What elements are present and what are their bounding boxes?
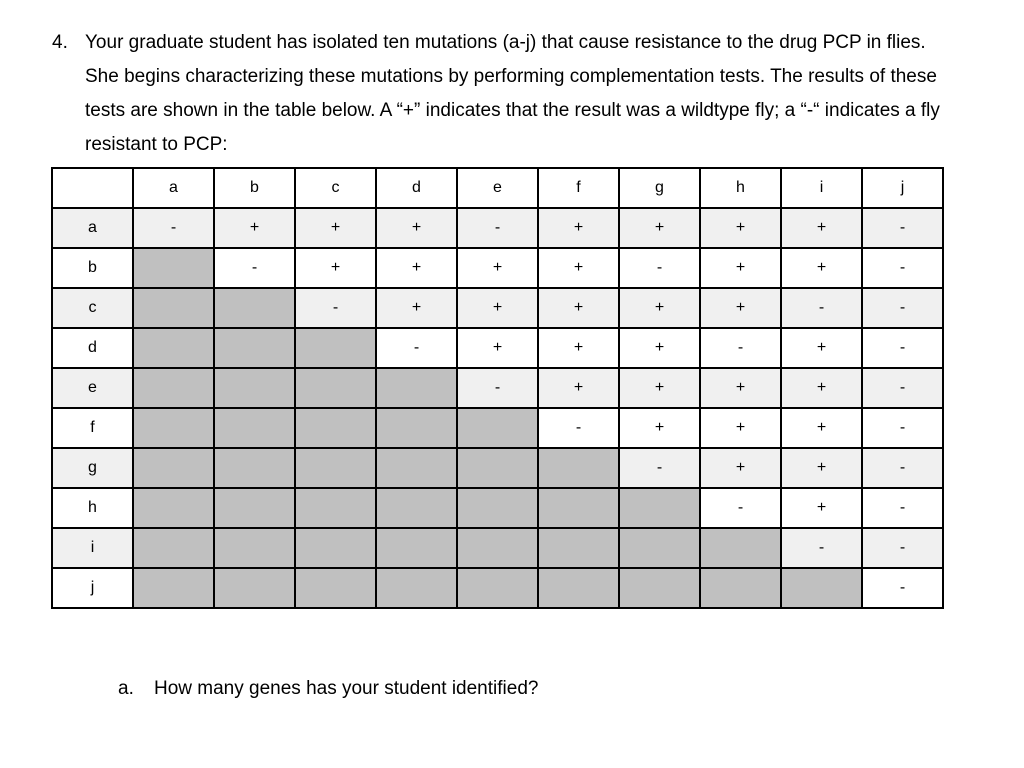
result-cell: +	[295, 248, 376, 288]
result-cell: +	[376, 208, 457, 248]
shaded-cell	[133, 328, 214, 368]
table-body	[52, 208, 943, 608]
table-row	[52, 568, 943, 608]
result-cell: +	[781, 368, 862, 408]
row-header: f	[52, 408, 133, 448]
result-cell: -	[619, 248, 700, 288]
row-header: g	[52, 448, 133, 488]
result-cell: -	[457, 368, 538, 408]
result-cell: +	[457, 328, 538, 368]
result-cell: -	[862, 368, 943, 408]
result-cell: +	[376, 248, 457, 288]
result-cell: +	[700, 408, 781, 448]
shaded-cell	[133, 368, 214, 408]
column-header: f	[538, 168, 619, 208]
row-header: a	[52, 208, 133, 248]
result-cell: +	[781, 248, 862, 288]
shaded-cell	[214, 328, 295, 368]
subquestion-letter: a.	[118, 678, 134, 699]
result-cell: -	[862, 528, 943, 568]
shaded-cell	[133, 448, 214, 488]
shaded-cell	[538, 488, 619, 528]
result-cell: +	[781, 208, 862, 248]
table-corner-cell	[52, 168, 133, 208]
result-cell: -	[700, 328, 781, 368]
shaded-cell	[214, 368, 295, 408]
result-cell: -	[862, 208, 943, 248]
result-cell: -	[781, 288, 862, 328]
result-cell: +	[619, 368, 700, 408]
result-cell: +	[295, 208, 376, 248]
column-header: g	[619, 168, 700, 208]
result-cell: +	[700, 448, 781, 488]
shaded-cell	[619, 528, 700, 568]
result-cell: -	[133, 208, 214, 248]
result-cell: +	[538, 368, 619, 408]
column-header: i	[781, 168, 862, 208]
row-header: c	[52, 288, 133, 328]
result-cell: +	[781, 328, 862, 368]
shaded-cell	[619, 568, 700, 608]
shaded-cell	[538, 448, 619, 488]
result-cell: +	[700, 248, 781, 288]
shaded-cell	[214, 408, 295, 448]
table-row	[52, 368, 943, 408]
row-header: h	[52, 488, 133, 528]
result-cell: -	[862, 448, 943, 488]
shaded-cell	[376, 368, 457, 408]
result-cell: +	[538, 288, 619, 328]
shaded-cell	[133, 488, 214, 528]
complementation-table	[51, 167, 944, 609]
shaded-cell	[700, 568, 781, 608]
result-cell: +	[781, 448, 862, 488]
question-text: Your graduate student has isolated ten mutations (a-j) that cause resistance to the drug PCP in flies. She begins characterizing these mutations by performing complementation tests. The results of these tests are shown in the table below. A “+” indicates that the result was a wildtype fly; a “-“ indicates a fly resistant to PCP:	[85, 32, 940, 155]
shaded-cell	[457, 488, 538, 528]
shaded-cell	[538, 568, 619, 608]
shaded-cell	[295, 528, 376, 568]
shaded-cell	[214, 448, 295, 488]
table-row	[52, 408, 943, 448]
shaded-cell	[376, 528, 457, 568]
result-cell: +	[457, 288, 538, 328]
result-cell: +	[781, 408, 862, 448]
shaded-cell	[619, 488, 700, 528]
shaded-cell	[295, 368, 376, 408]
shaded-cell	[214, 528, 295, 568]
table-row	[52, 488, 943, 528]
result-cell: -	[619, 448, 700, 488]
shaded-cell	[376, 448, 457, 488]
result-cell: -	[538, 408, 619, 448]
result-cell: -	[214, 248, 295, 288]
row-header: d	[52, 328, 133, 368]
table-header-row	[52, 168, 943, 208]
shaded-cell	[133, 248, 214, 288]
shaded-cell	[133, 528, 214, 568]
result-cell: +	[619, 288, 700, 328]
shaded-cell	[214, 488, 295, 528]
shaded-cell	[376, 408, 457, 448]
shaded-cell	[295, 448, 376, 488]
result-cell: -	[862, 328, 943, 368]
result-cell: -	[376, 328, 457, 368]
shaded-cell	[457, 408, 538, 448]
result-cell: +	[538, 248, 619, 288]
column-header: e	[457, 168, 538, 208]
column-header: d	[376, 168, 457, 208]
table-row	[52, 248, 943, 288]
result-cell: -	[457, 208, 538, 248]
row-header: j	[52, 568, 133, 608]
result-cell: +	[457, 248, 538, 288]
result-cell: +	[214, 208, 295, 248]
result-cell: -	[781, 528, 862, 568]
table-row	[52, 448, 943, 488]
table-row	[52, 528, 943, 568]
shaded-cell	[376, 568, 457, 608]
result-cell: +	[700, 288, 781, 328]
shaded-cell	[133, 568, 214, 608]
shaded-cell	[376, 488, 457, 528]
shaded-cell	[295, 328, 376, 368]
shaded-cell	[700, 528, 781, 568]
result-cell: -	[862, 568, 943, 608]
result-cell: +	[619, 328, 700, 368]
shaded-cell	[295, 408, 376, 448]
table-row	[52, 208, 943, 248]
shaded-cell	[457, 448, 538, 488]
shaded-cell	[295, 568, 376, 608]
subquestion-text: How many genes has your student identified?	[154, 678, 539, 699]
result-cell: -	[862, 408, 943, 448]
shaded-cell	[295, 488, 376, 528]
result-cell: -	[862, 488, 943, 528]
shaded-cell	[214, 568, 295, 608]
row-header: i	[52, 528, 133, 568]
question-number: 4.	[52, 32, 68, 53]
subquestion-a	[118, 674, 538, 704]
shaded-cell	[214, 288, 295, 328]
column-header: c	[295, 168, 376, 208]
result-cell: +	[538, 208, 619, 248]
column-header: j	[862, 168, 943, 208]
result-cell: +	[700, 368, 781, 408]
shaded-cell	[538, 528, 619, 568]
row-header: e	[52, 368, 133, 408]
result-cell: +	[538, 328, 619, 368]
column-header: h	[700, 168, 781, 208]
result-cell: -	[295, 288, 376, 328]
row-header: b	[52, 248, 133, 288]
result-cell: +	[700, 208, 781, 248]
result-cell: +	[619, 408, 700, 448]
column-header: a	[133, 168, 214, 208]
result-cell: -	[862, 288, 943, 328]
shaded-cell	[133, 288, 214, 328]
table-row	[52, 288, 943, 328]
shaded-cell	[457, 568, 538, 608]
column-header: b	[214, 168, 295, 208]
result-cell: -	[862, 248, 943, 288]
result-cell: +	[376, 288, 457, 328]
result-cell: -	[700, 488, 781, 528]
shaded-cell	[133, 408, 214, 448]
table-row	[52, 328, 943, 368]
question-block	[52, 26, 962, 162]
result-cell: +	[619, 208, 700, 248]
shaded-cell	[781, 568, 862, 608]
result-cell: +	[781, 488, 862, 528]
shaded-cell	[457, 528, 538, 568]
